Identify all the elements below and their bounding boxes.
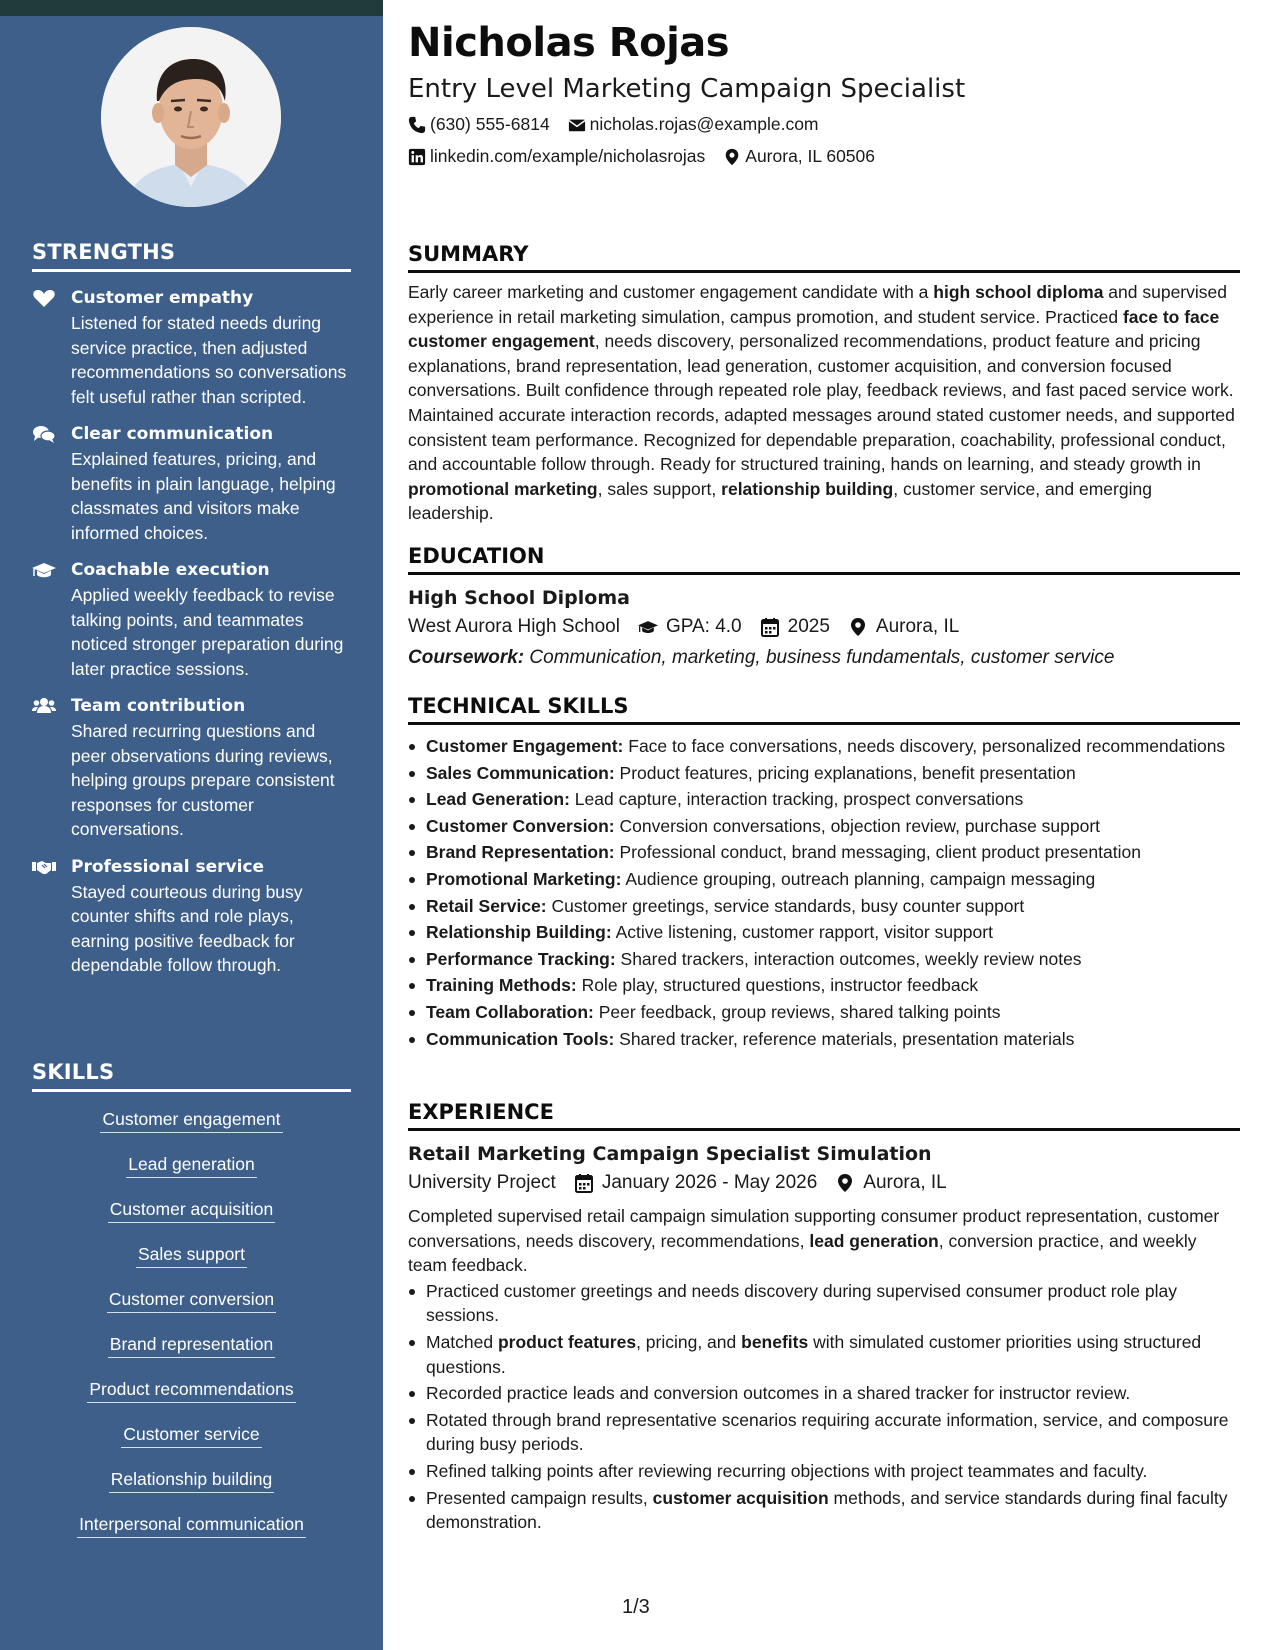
strength-desc: Stayed courteous during busy counter shifts and role plays, earning positive feedback for dependable follow through.: [71, 881, 303, 975]
contact-phone: (630) 555-6814: [408, 114, 550, 135]
experience-meta: [408, 1168, 1240, 1198]
technical-skill-item: Brand Representation: Professional conduct, brand messaging, client product presentation: [408, 840, 1240, 865]
experience-dates: January 2026 - May 2026: [574, 1168, 817, 1198]
contact-location: Aurora, IL 60506: [723, 146, 875, 167]
technical-skill-item: Lead Generation: Lead capture, interaction tracking, prospect conversations: [408, 787, 1240, 812]
technical-skill-item: Team Collaboration: Peer feedback, group reviews, shared talking points: [408, 1000, 1240, 1025]
skills-list: [32, 1106, 351, 1542]
profile-photo: [101, 27, 281, 207]
technical-skill-item: Customer Conversion: Conversion conversations, objection review, purchase support: [408, 814, 1240, 839]
education-meta: [408, 612, 1240, 642]
strength-desc: Listened for stated needs during service practice, then adjusted recommendations so conversations felt useful rather than scripted.: [71, 313, 347, 407]
phone-icon: [408, 116, 426, 134]
profile-portrait-icon: [101, 27, 281, 207]
strength-item: [32, 558, 351, 681]
skills-heading: SKILLS: [32, 1060, 351, 1092]
technical-skill-item: Promotional Marketing: Audience grouping, outreach planning, campaign messaging: [408, 867, 1240, 892]
graduation-cap-icon: [32, 560, 56, 580]
technical-skill-item: Performance Tracking: Shared trackers, interaction outcomes, weekly review notes: [408, 947, 1240, 972]
map-pin-icon: [848, 617, 868, 637]
page-number: 1/3: [622, 1596, 650, 1618]
skill-item: Lead generation: [32, 1151, 351, 1182]
education-heading: EDUCATION: [408, 544, 1240, 575]
degree-title: High School Diploma: [408, 587, 630, 609]
strength-desc: Applied weekly feedback to revise talking points, and teammates noticed stronger preparation during later practice sessions.: [71, 585, 344, 679]
technical-skill-item: Communication Tools: Shared tracker, reference materials, presentation materials: [408, 1027, 1240, 1052]
heart-icon: [32, 288, 56, 308]
experience-bullet: Matched product features, pricing, and benefits with simulated customer priorities using structured questions.: [408, 1330, 1240, 1379]
gpa: GPA: 4.0: [638, 612, 742, 642]
technical-skill-item: Retail Service: Customer greetings, service standards, busy counter support: [408, 894, 1240, 919]
skills-section: [32, 1060, 351, 1542]
strength-desc: Shared recurring questions and peer observations during reviews, helping groups prepare consistent responses for customer conversations.: [71, 721, 335, 839]
technical-skills-heading: TECHNICAL SKILLS: [408, 694, 1240, 725]
technical-skill-item: Training Methods: Role play, structured questions, instructor feedback: [408, 973, 1240, 998]
experience-bullet: Practiced customer greetings and needs discovery during supervised consumer product role play sessions.: [408, 1279, 1240, 1328]
experience-bullet: Presented campaign results, customer acquisition methods, and service standards during final faculty demonstration.: [408, 1486, 1240, 1535]
contact-email[interactable]: nicholas.rojas@example.com: [568, 114, 819, 135]
contact-row-1: [408, 114, 837, 135]
technical-skills-section: [408, 694, 1240, 1053]
sidebar: [0, 0, 383, 1650]
experience-bullet: Recorded practice leads and conversion outcomes in a shared tracker for instructor review.: [408, 1381, 1240, 1406]
strength-title: Professional service: [71, 856, 265, 877]
comments-icon: [32, 424, 56, 444]
graduation-year: 2025: [760, 612, 830, 642]
skill-item: Brand representation: [32, 1331, 351, 1362]
technical-skills-list: [408, 734, 1240, 1051]
experience-title: Retail Marketing Campaign Specialist Simulation: [408, 1143, 932, 1165]
skill-item: Product recommendations: [32, 1376, 351, 1407]
envelope-icon: [568, 116, 586, 134]
strength-desc: Explained features, pricing, and benefits in plain language, helping classmates and visitors make informed choices.: [71, 449, 336, 543]
school-name: West Aurora High School: [408, 616, 620, 637]
skill-item: Interpersonal communication: [32, 1511, 351, 1542]
experience-section: [408, 1100, 1240, 1537]
linkedin-icon: [408, 148, 426, 166]
experience-bullet: Rotated through brand representative scenarios requiring accurate information, service, and composure during busy periods.: [408, 1408, 1240, 1457]
strength-title: Coachable execution: [71, 560, 270, 580]
contact-row-2: [408, 146, 893, 167]
graduation-cap-icon: [638, 617, 658, 637]
experience-intro: Completed supervised retail campaign simulation supporting consumer product representation, customer conversations, needs discovery, recommendations, lead generation, conversion practice, and weekly team feedback.: [408, 1206, 1220, 1276]
technical-skill-item: Customer Engagement: Face to face conversations, needs discovery, personalized recommendations: [408, 734, 1240, 759]
map-pin-icon: [835, 1173, 855, 1193]
skill-item: Sales support: [32, 1241, 351, 1272]
summary-text: Early career marketing and customer engagement candidate with a high school diploma and supervised experience in retail marketing simulation, campus promotion, and student service. Practiced face to face customer engagement, needs discovery, personalized recommendations, product feature and pricing explanations, brand representation, lead generation, customer acquisition, and conversion focused conversations. Built confidence through repeated role play, feedback reviews, and fast paced service work. Maintained accurate interaction records, adapted messages around stated customer needs, and supported consistent team performance. Recognized for dependable preparation, coachability, professional conduct, and accountable follow through. Ready for structured training, hands on learning, and steady growth in promotional marketing, sales support, relationship building, customer service, and emerging leadership.: [408, 282, 1235, 524]
skill-item: Customer engagement: [32, 1106, 351, 1137]
skill-item: Customer service: [32, 1421, 351, 1452]
sidebar-top-band: [0, 0, 383, 16]
strength-title: Clear communication: [71, 424, 274, 444]
skill-item: Customer conversion: [32, 1286, 351, 1317]
experience-location: Aurora, IL: [835, 1168, 946, 1198]
contact-linkedin[interactable]: linkedin.com/example/nicholasrojas: [408, 146, 705, 167]
handshake-icon: [32, 857, 56, 877]
strength-title: Team contribution: [71, 696, 246, 716]
strengths-heading: STRENGTHS: [32, 240, 351, 272]
experience-org: University Project: [408, 1172, 556, 1193]
school-location: Aurora, IL: [848, 612, 959, 642]
map-pin-icon: [723, 148, 741, 166]
strength-item: [32, 286, 351, 409]
strengths-section: [32, 240, 351, 978]
experience-bullet: Refined talking points after reviewing recurring objections with project teammates and faculty.: [408, 1459, 1240, 1484]
coursework: Coursework: Communication, marketing, business fundamentals, customer service: [408, 647, 1115, 668]
summary-heading: SUMMARY: [408, 242, 1240, 273]
skill-item: Customer acquisition: [32, 1196, 351, 1227]
strength-title: Customer empathy: [71, 288, 254, 308]
technical-skill-item: Relationship Building: Active listening, customer rapport, visitor support: [408, 920, 1240, 945]
candidate-name: Nicholas Rojas: [408, 20, 730, 66]
technical-skill-item: Sales Communication: Product features, pricing explanations, benefit presentation: [408, 761, 1240, 786]
candidate-role: Entry Level Marketing Campaign Specialist: [408, 74, 966, 104]
experience-bullets: [408, 1279, 1240, 1535]
experience-heading: EXPERIENCE: [408, 1100, 1240, 1131]
users-icon: [32, 696, 56, 716]
calendar-icon: [760, 617, 780, 637]
strength-item: [32, 694, 351, 842]
strength-item: [32, 422, 351, 545]
calendar-icon: [574, 1173, 594, 1193]
skill-item: Relationship building: [32, 1466, 351, 1497]
education-section: [408, 544, 1240, 674]
strength-item: [32, 855, 351, 978]
summary-section: [408, 242, 1240, 526]
